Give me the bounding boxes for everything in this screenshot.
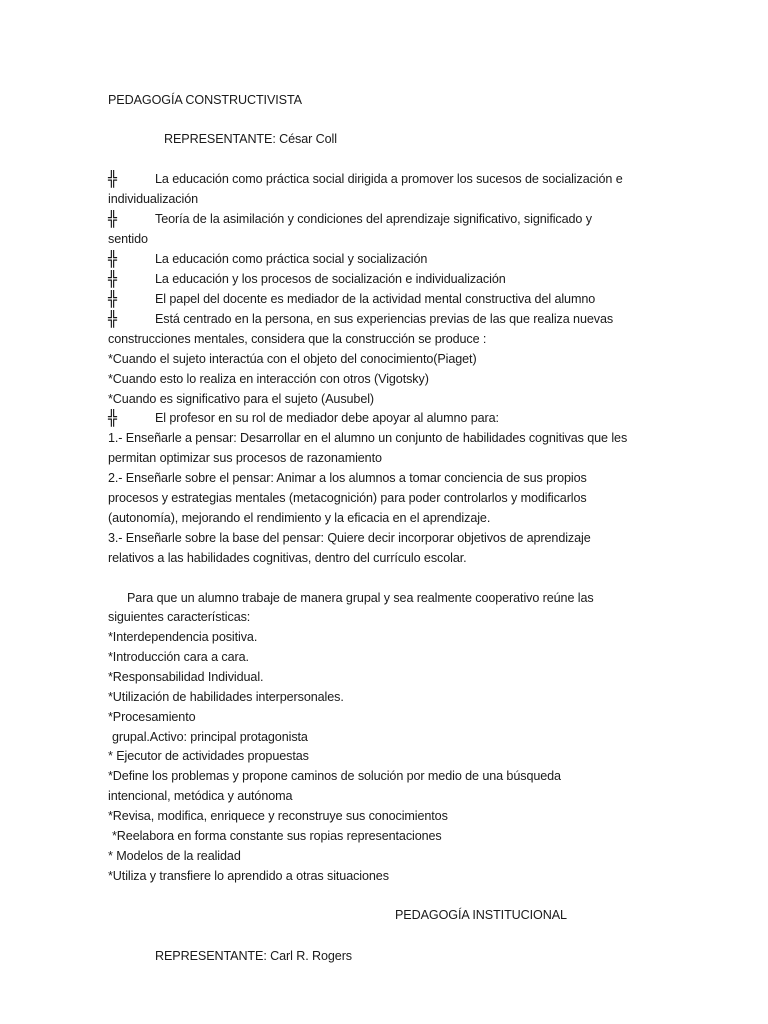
list-item: La educación como práctica social dirigida a promover los sucesos de socialización e bbox=[155, 172, 623, 186]
list-item-continuation: individualización bbox=[108, 192, 199, 206]
numbered-item-continuation: procesos y estrategias mentales (metacognición) para poder controlarlos y modificarlos bbox=[108, 491, 587, 505]
bullet-glyph: ╬ bbox=[108, 409, 118, 427]
numbered-item: 2.- Enseñarle sobre el pensar: Animar a los alumnos a tomar conciencia de sus propios bbox=[108, 471, 587, 485]
list-item: La educación como práctica social y socialización bbox=[155, 252, 428, 266]
bullet-glyph: ╬ bbox=[108, 270, 118, 288]
list-item: El profesor en su rol de mediador debe apoyar al alumno para: bbox=[155, 411, 499, 425]
list-item: *Cuando esto lo realiza en interacción con otros (Vigotsky) bbox=[108, 372, 429, 386]
representante-carl-rogers: REPRESENTANTE: Carl R. Rogers bbox=[155, 949, 353, 963]
list-item: *Cuando el sujeto interactúa con el objeto del conocimiento(Piaget) bbox=[108, 352, 477, 366]
list-item: * Modelos de la realidad bbox=[108, 849, 241, 863]
list-item: *Utiliza y transfiere lo aprendido a otras situaciones bbox=[108, 869, 389, 883]
list-item-continuation: sentido bbox=[108, 232, 148, 246]
numbered-item-continuation: permitan optimizar sus procesos de razonamiento bbox=[108, 451, 382, 465]
bullet-glyph: ╬ bbox=[108, 250, 118, 268]
bullet-glyph: ╬ bbox=[108, 290, 118, 308]
list-item: *Responsabilidad Individual. bbox=[108, 670, 264, 684]
list-item: *Procesamiento bbox=[108, 710, 196, 724]
list-item: *Revisa, modifica, enriquece y reconstruye sus conocimientos bbox=[108, 809, 448, 823]
bullet-glyph: ╬ bbox=[108, 210, 118, 228]
section-title-constructivista: PEDAGOGÍA CONSTRUCTIVISTA bbox=[108, 93, 302, 107]
section-title-institucional: PEDAGOGÍA INSTITUCIONAL bbox=[395, 908, 567, 922]
numbered-item: 3.- Enseñarle sobre la base del pensar: Quiere decir incorporar objetivos de aprendizaje bbox=[108, 531, 591, 545]
representante-cesar-coll: REPRESENTANTE: César Coll bbox=[164, 132, 337, 146]
numbered-item-continuation: relativos a las habilidades cognitivas, dentro del currículo escolar. bbox=[108, 551, 467, 565]
list-item: *Utilización de habilidades interpersonales. bbox=[108, 690, 344, 704]
paragraph-line: siguientes características: bbox=[108, 610, 251, 624]
numbered-item-continuation: (autonomía), mejorando el rendimiento y la eficacia en el aprendizaje. bbox=[108, 511, 491, 525]
bullet-glyph: ╬ bbox=[108, 170, 118, 188]
list-item: *Define los problemas y propone caminos de solución por medio de una búsqueda bbox=[108, 769, 561, 783]
list-item-continuation: intencional, metódica y autónoma bbox=[108, 789, 293, 803]
paragraph-line: Para que un alumno trabaje de manera grupal y sea realmente cooperativo reúne las bbox=[127, 591, 594, 605]
list-item: *Cuando es significativo para el sujeto (Ausubel) bbox=[108, 392, 375, 406]
list-item: *Introducción cara a cara. bbox=[108, 650, 249, 664]
list-item: Está centrado en la persona, en sus experiencias previas de las que realiza nuevas bbox=[155, 312, 614, 326]
bullet-glyph: ╬ bbox=[108, 310, 118, 328]
numbered-item: 1.- Enseñarle a pensar: Desarrollar en el alumno un conjunto de habilidades cognitivas que les bbox=[108, 431, 628, 445]
list-item: *Reelabora en forma constante sus ropias representaciones bbox=[112, 829, 442, 843]
list-item: * Ejecutor de actividades propuestas bbox=[108, 749, 309, 763]
list-item: La educación y los procesos de socialización e individualización bbox=[155, 272, 506, 286]
list-item: Teoría de la asimilación y condiciones del aprendizaje significativo, significado y bbox=[155, 212, 592, 226]
list-item: grupal.Activo: principal protagonista bbox=[112, 730, 308, 744]
list-item-continuation: construcciones mentales, considera que la construcción se produce : bbox=[108, 332, 487, 346]
list-item: El papel del docente es mediador de la actividad mental constructiva del alumno bbox=[155, 292, 596, 306]
list-item: *Interdependencia positiva. bbox=[108, 630, 258, 644]
